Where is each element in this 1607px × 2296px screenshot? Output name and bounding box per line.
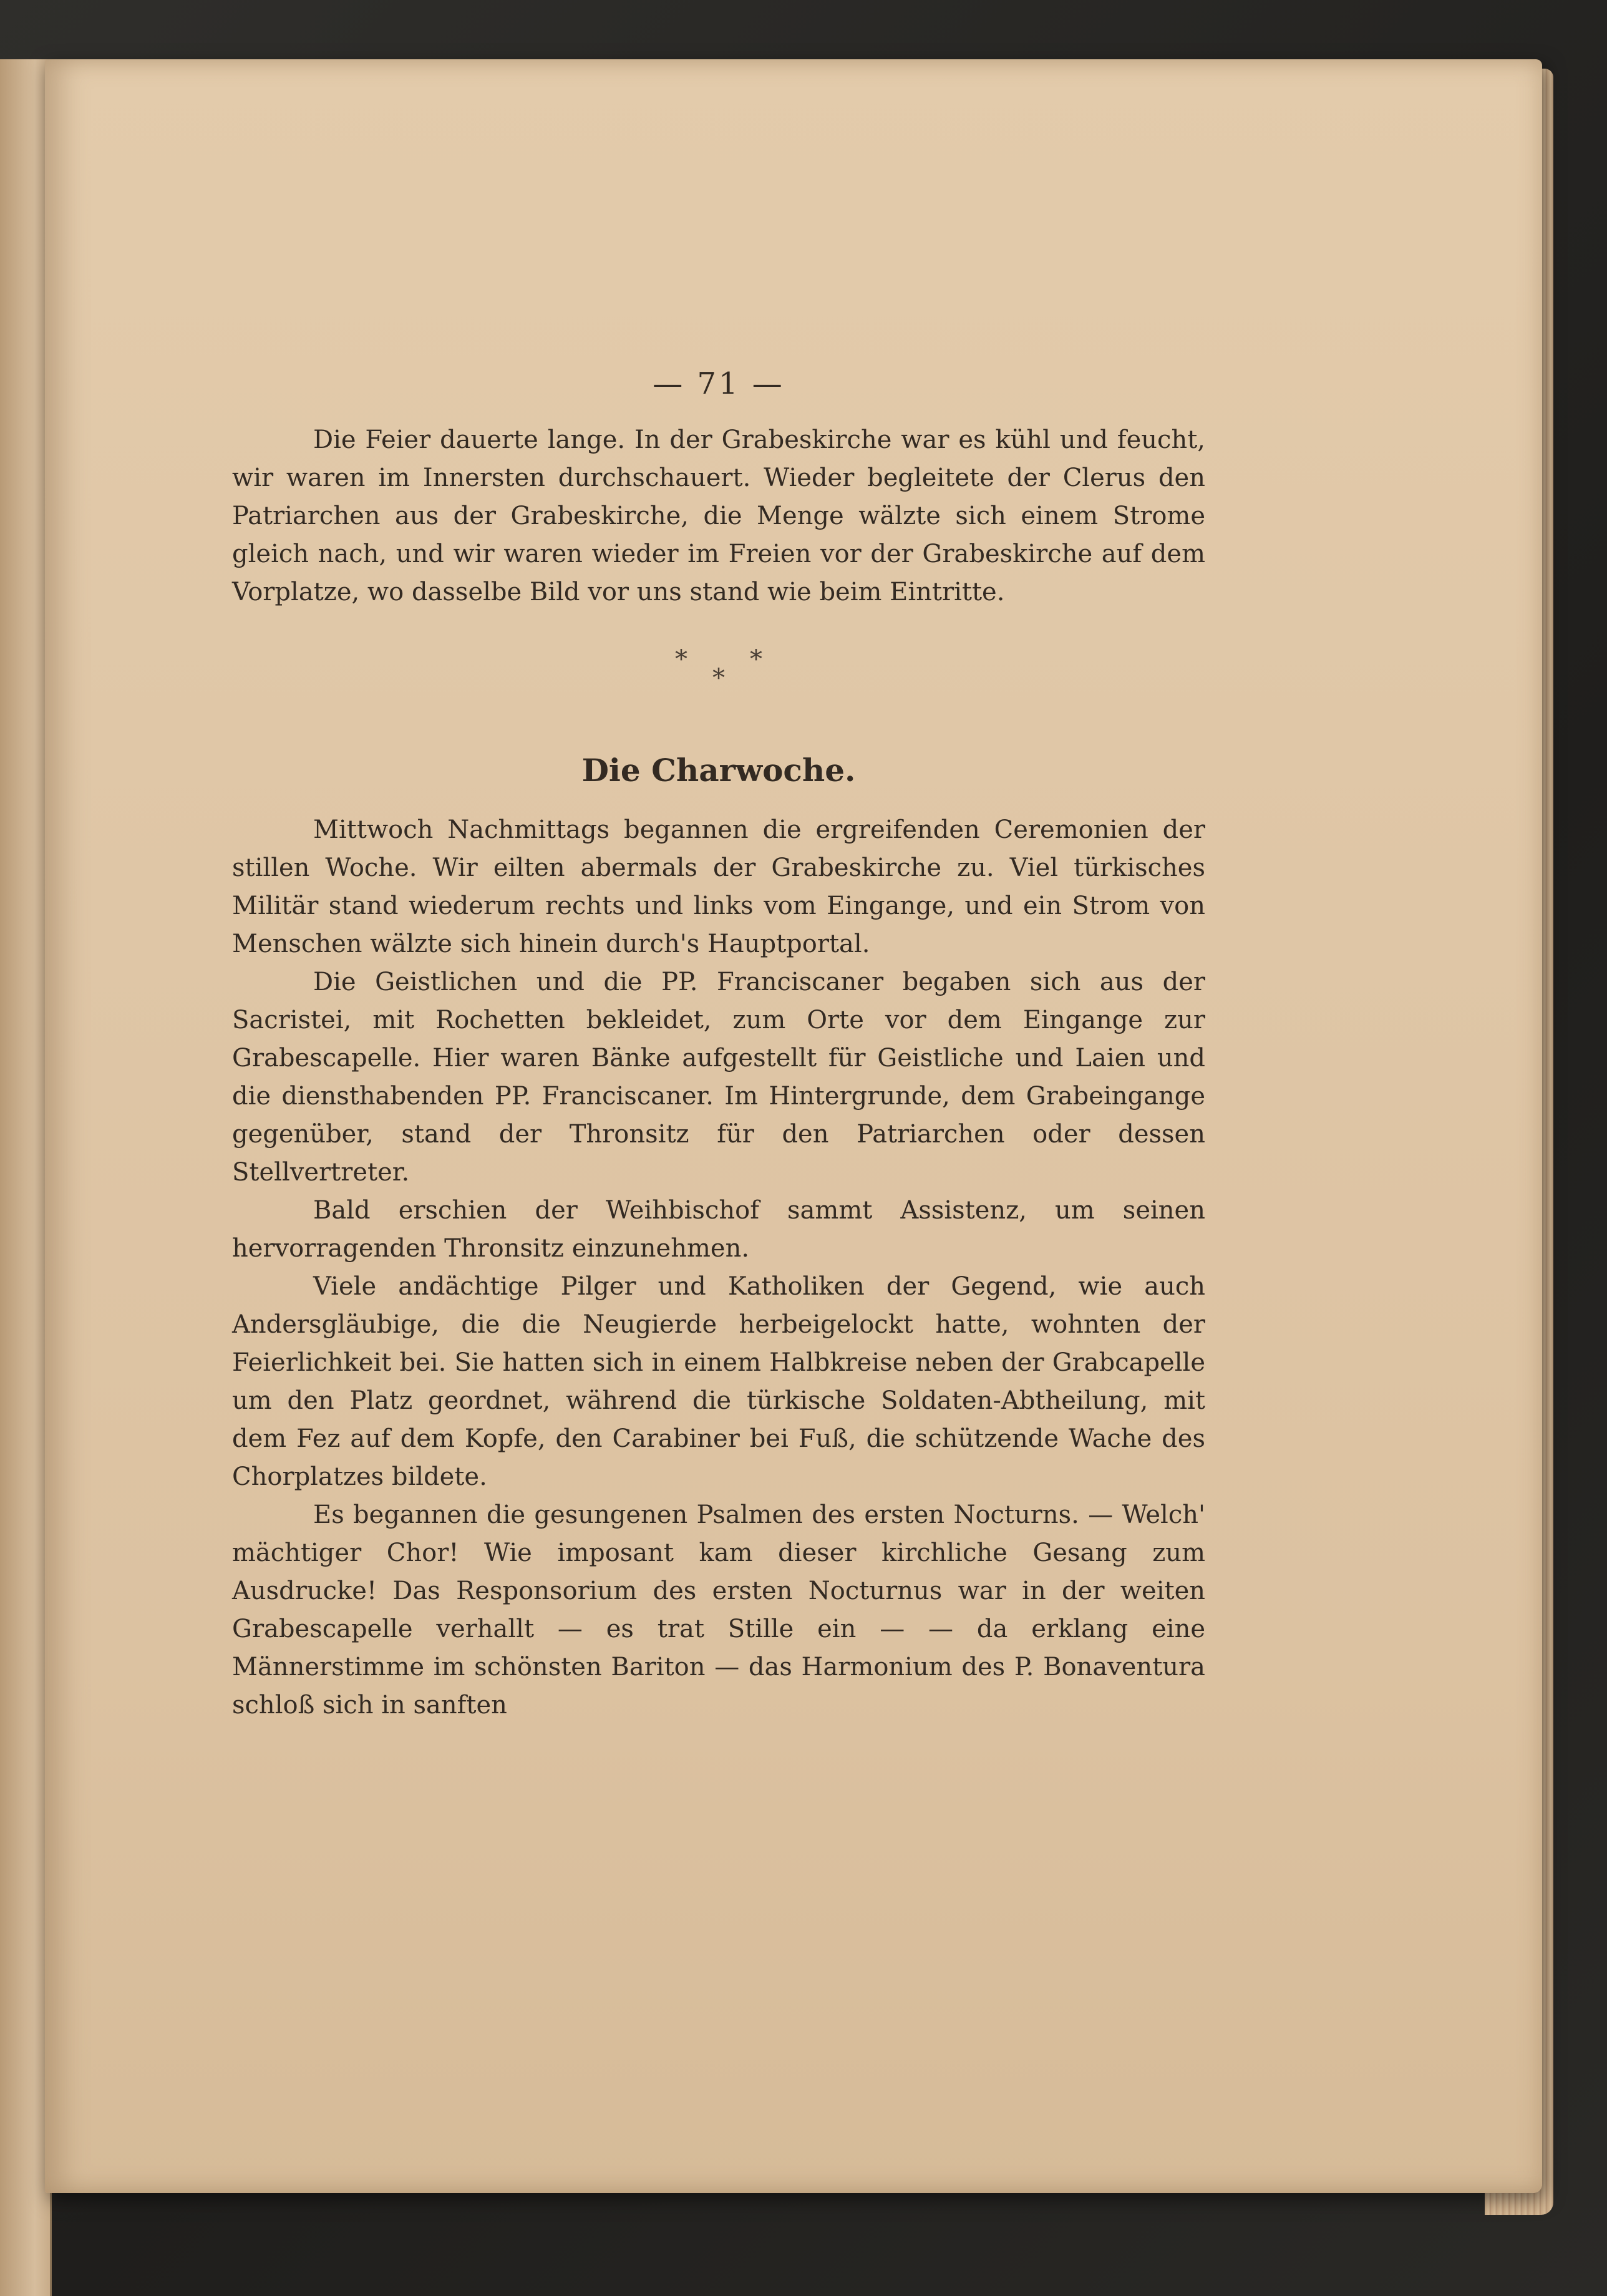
paragraph: Es begannen die gesungenen Psalmen des ersten Nocturns. — Welch' mächtiger Chor! Wie imposant kam dieser kirchliche Gesang zum Ausdrucke! Das Responsorium des ersten Nocturnus war in der weiten Grabescapelle verhallt — es trat Stille ein — — da erklang eine Männerstimme im schönsten Bariton — das Harmonium des P. Bonaventura schloß sich in sanften xyxy=(232,1501,1205,1720)
left-page-edge xyxy=(0,59,52,2296)
separator-asterisk: * xyxy=(712,664,725,693)
paragraph: Mittwoch Nachmittags begannen die ergreifenden Ceremonien der stillen Woche. Wir eilten abermals der Grabeskirche zu. Viel türkisches Militär stand wiederum rechts und links vom Eingange, und ein Strom von Menschen wälzte sich hinein durch's Hauptportal. xyxy=(232,815,1205,958)
paragraph: Viele andächtige Pilger und Katholiken der Gegend, wie auch Andersgläubige, die die Neugierde herbeigelockt hatte, wohnten der Feierlichkeit bei. Sie hatten sich in einem Halbkreise neben der Grabcapelle um den Platz geordnet, während die türkische Soldaten-Abtheilung, mit dem Fez auf dem Kopfe, den Carabiner bei Fuß, die schützende Wache des Chorplatzes bildete. xyxy=(232,1272,1205,1491)
section-separator xyxy=(232,636,1205,730)
book-page xyxy=(45,59,1542,2193)
separator-asterisk: * xyxy=(675,645,687,674)
paragraph-intro: Die Feier dauerte lange. In der Grabeskirche war es kühl und feucht, wir waren im Innersten durchschauert. Wieder begleitete der Clerus den Patriarchen aus der Grabeskirche, die Menge wälzte sich einem Strome gleich nach, und wir waren wieder im Freien vor der Grabeskirche auf dem Vorplatze, wo dasselbe Bild vor uns stand wie beim Eintritte. xyxy=(232,426,1205,606)
page-number: — 71 — xyxy=(653,366,785,401)
separator-asterisk: * xyxy=(750,645,762,674)
page-text-block xyxy=(232,359,1205,1724)
section-title: Die Charwoche. xyxy=(581,752,856,789)
paragraph: Die Geistlichen und die PP. Franciscaner begaben sich aus der Sacristei, mit Rochetten bekleidet, zum Orte vor dem Eingange zur Grabescapelle. Hier waren Bänke aufgestellt für Geistliche und Laien und die diensthabenden PP. Franciscaner. Im Hintergrunde, dem Grabeingange gegenüber, stand der Thronsitz für den Patriarchen oder dessen Stellvertreter. xyxy=(232,968,1205,1187)
paragraph: Bald erschien der Weihbischof sammt Assistenz, um seinen hervorragenden Thronsitz einzunehmen. xyxy=(232,1196,1205,1263)
